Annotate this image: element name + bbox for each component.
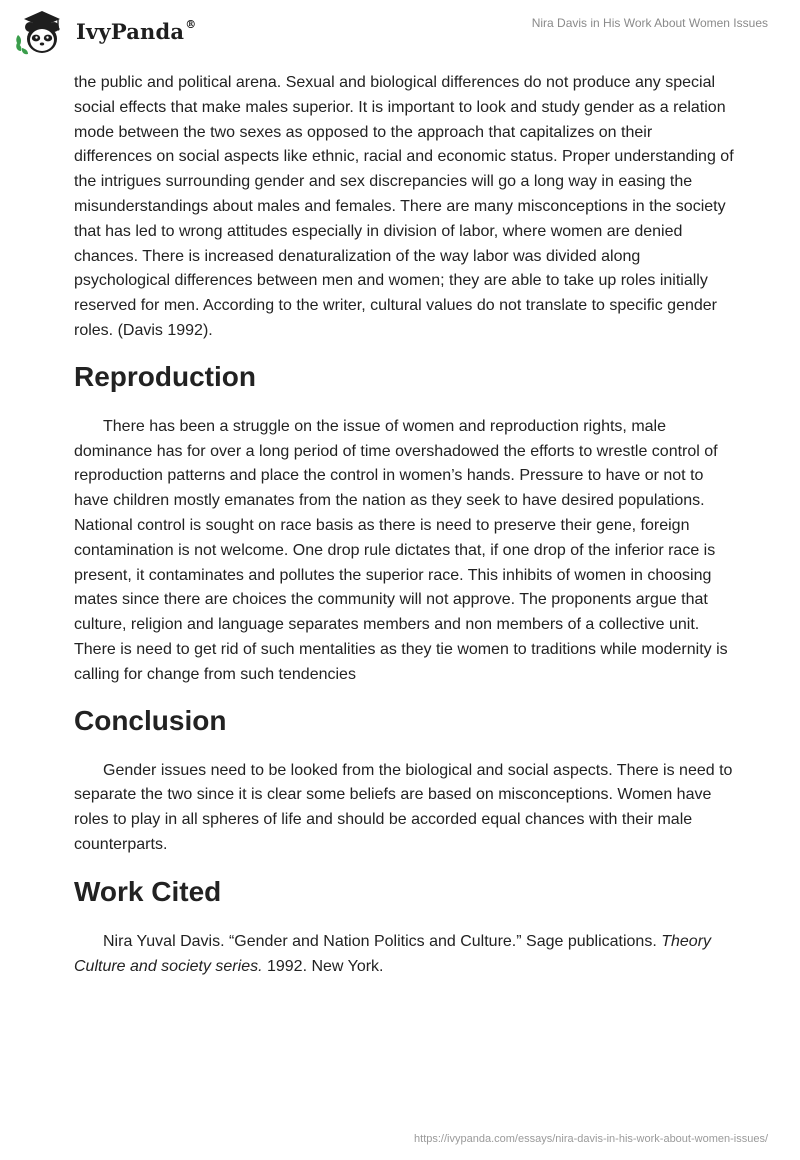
page-header bbox=[0, 0, 800, 62]
brand-name[interactable] bbox=[76, 19, 196, 44]
intro-paragraph: the public and political arena. Sexual and biological differences do not produce any special social effects that make males superior. It is important to look and study gender as a relation mode between the two sexes as opposed to the approach that capitalizes on their differences on social aspects like ethnic, racial and economic status. Proper understanding of the intrigues surrounding gender and sex discrepancies will go a long way in easing the misunderstandings about males and females. There are many misconceptions in the society that has led to wrong attitudes especially in division of labor, where women are denied chances. There is increased denaturalization of the way labor was divided along psychological differences between men and women; they are able to take up roles initially reserved for men. According to the writer, cultural values do not translate to specific gender roles. (Davis 1992). bbox=[74, 74, 734, 339]
footer-url[interactable]: https://ivypanda.com/essays/nira-davis-in-his-work-about-women-issues/ bbox=[414, 1133, 768, 1145]
page-header-title: Nira Davis in His Work About Women Issues bbox=[531, 16, 768, 30]
section-heading-reproduction: Reproduction bbox=[74, 360, 256, 392]
citation-year-place: 1992. New York. bbox=[262, 957, 384, 975]
essay-body bbox=[74, 71, 734, 979]
citation-entry bbox=[74, 930, 734, 980]
section-heading-work-cited: Work Cited bbox=[74, 875, 222, 907]
citation-author-title: Nira Yuval Davis. “Gender and Nation Politics and Culture.” Sage publications. bbox=[103, 932, 662, 950]
citation-series: Theory Culture and society series. bbox=[74, 932, 712, 975]
ivypanda-logo-icon[interactable] bbox=[14, 8, 70, 56]
registered-mark: ® bbox=[185, 18, 197, 31]
section-heading-conclusion: Conclusion bbox=[74, 704, 227, 736]
brand-name-text: IvyPanda bbox=[76, 19, 185, 44]
conclusion-paragraph: Gender issues need to be looked from the biological and social aspects. There is need to separate the two since it is clear some beliefs are based on misconceptions. Women have roles to play in all spheres of life and should be accorded equal chances with their male counterparts. bbox=[74, 761, 733, 853]
reproduction-paragraph: There has been a struggle on the issue of women and reproduction rights, male dominance has for over a long period of time overshadowed the efforts to wrestle control of reproduction patterns and place the control in women’s hands. Pressure to have or not to have children mostly emanates from the nation as they seek to have desired populations. National control is sought on race basis as there is need to preserve their gene, foreign contamination is not welcome. One drop rule dictates that, if one drop of the inferior race is present, it contaminates and pollutes the superior race. This inhibits of women in choosing mates since there are choices the community will not approve. The proponents argue that culture, religion and language separates members and non members of a collective unit. There is need to get rid of such mentalities as they tie women to traditions while modernity is calling for change from such tendencies bbox=[74, 417, 728, 683]
